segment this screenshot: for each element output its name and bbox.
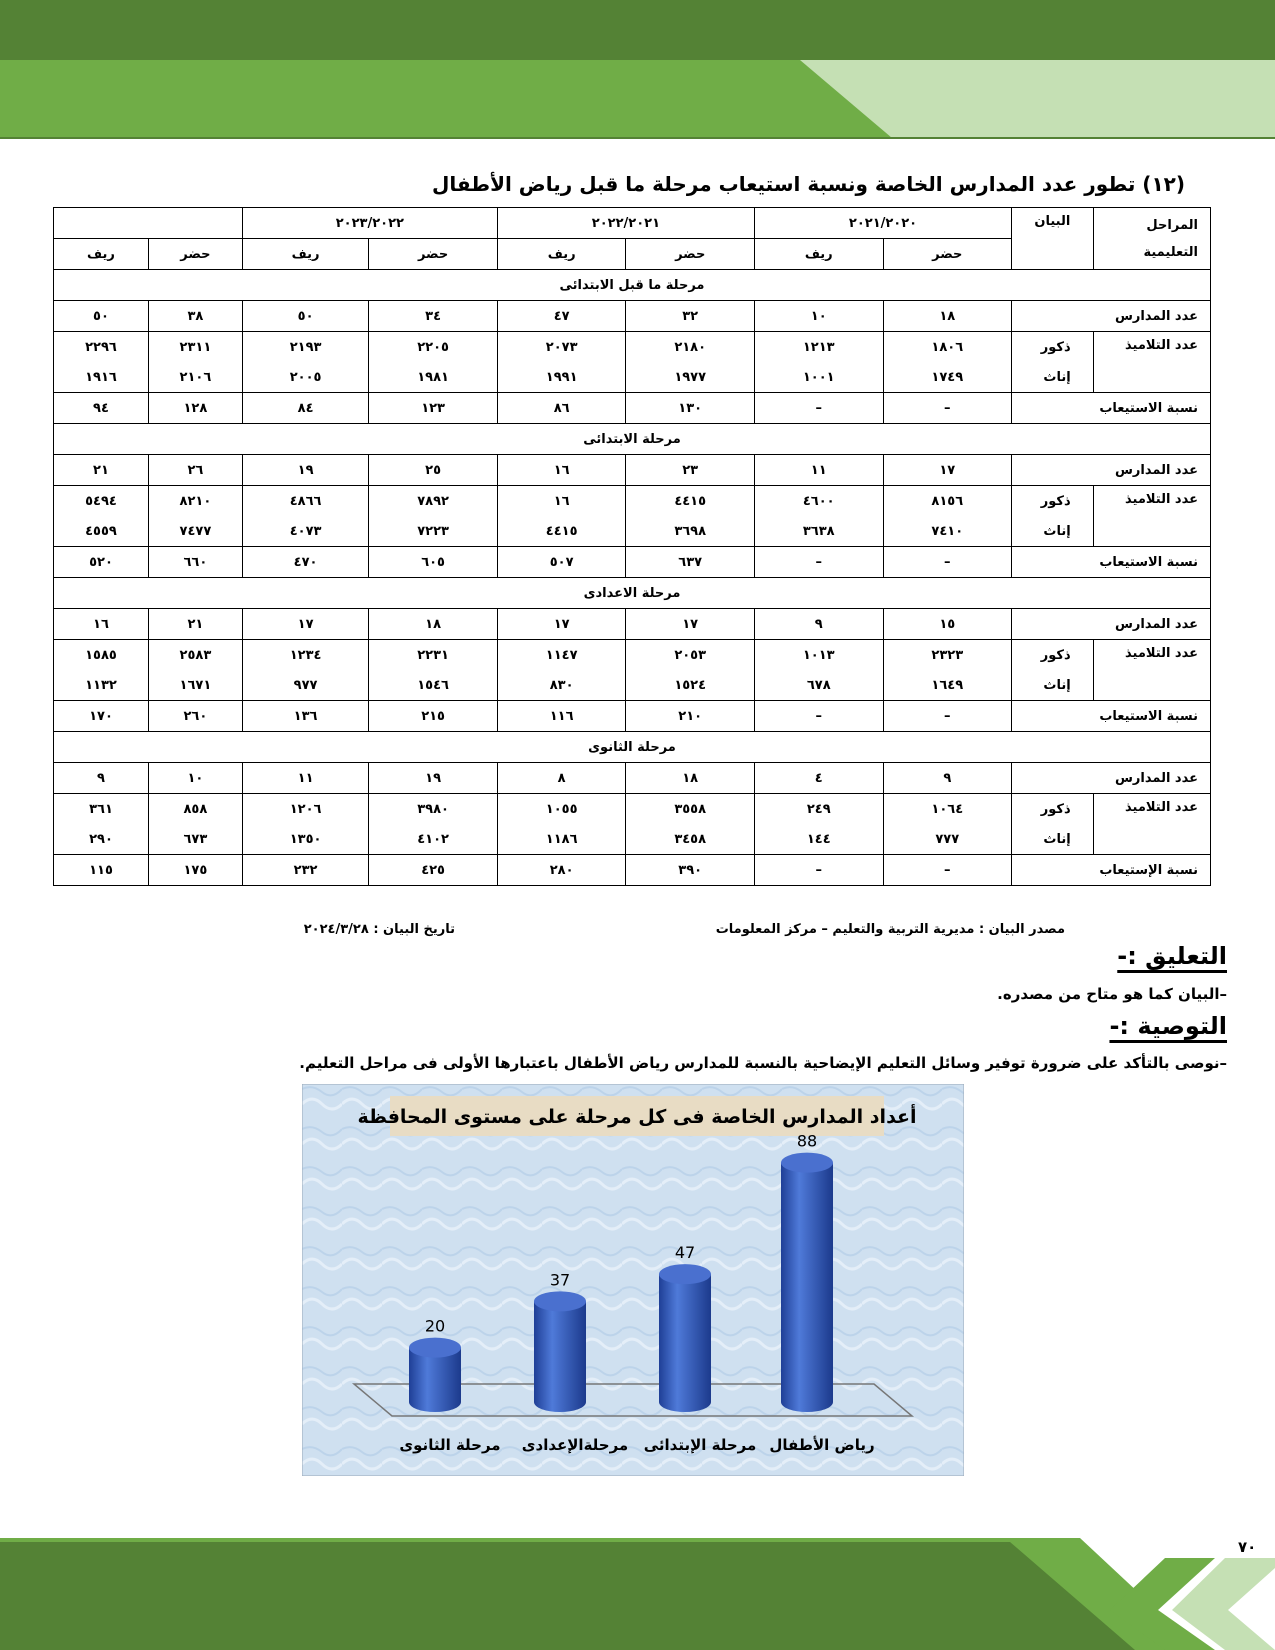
category-label: مرحلةالإعدادى [521,1436,629,1454]
schools-value: ٥٠ [242,301,369,332]
schools-value: ١٧ [497,609,626,640]
schools-value: ٢١ [54,455,149,486]
comment-heading: التعليق :- [1117,942,1227,970]
students-label: عدد التلاميذ [1093,640,1210,701]
schools-value: ٢١ [148,609,242,640]
bar-value-label: 20 [424,1316,446,1336]
category-label: مرحلة الإبتدائى [643,1436,757,1454]
absorption-label: نسبة الاستيعاب [1012,701,1211,732]
schools-value: ١٧ [883,455,1012,486]
male-value: ٢٠٧٣ [497,332,626,363]
bar-cap [409,1338,461,1358]
bar-cap [534,1291,586,1311]
absorption-value: – [754,393,883,424]
female-value: ١٧٤٩ [883,362,1012,393]
male-value: ٢٢٠٥ [369,332,498,363]
female-value: ٧٢٢٣ [369,516,498,547]
female-value: ١٩١٦ [54,362,149,393]
bar-value-label: 37 [549,1270,571,1290]
schools-value: ٥٠ [54,301,149,332]
female-value: ١٠٠١ [754,362,883,393]
schools-value: ٩ [754,609,883,640]
year-header [54,208,243,239]
source-note: مصدر البيان : مديرية التربية والتعليم – مركز المعلومات [715,922,1065,937]
students-label: عدد التلاميذ [1093,486,1210,547]
header-item-cell: البيان [1012,208,1094,270]
bar-chart [302,1084,964,1476]
male-value: ٨١٥٦ [883,486,1012,517]
rural-header: ريف [497,239,626,270]
male-label: ذكور [1012,640,1094,671]
schools-label: عدد المدارس [1012,455,1211,486]
absorption-value: ٨٦ [497,393,626,424]
date-note: تاريخ البيان : ٢٠٢٤/٣/٢٨ [303,922,455,937]
female-label: إناث [1012,824,1094,855]
female-value: ١٩٨١ [369,362,498,393]
header-stage-label: المراحل [1146,217,1198,233]
male-value: ١٢١٣ [754,332,883,363]
male-value: ٢٣١١ [148,332,242,363]
female-value: ٢١٠٦ [148,362,242,393]
male-value: ١٥٨٥ [54,640,149,671]
absorption-value: ٢١٠ [626,701,755,732]
absorption-value: ٨٤ [242,393,369,424]
male-value: ٢٤٩ [754,794,883,825]
section-heading: مرحلة الاعدادى [54,578,1211,609]
absorption-value: ١٧٠ [54,701,149,732]
female-value: ٢٠٠٥ [242,362,369,393]
urban-header: حضر [369,239,498,270]
urban-header: حضر [148,239,242,270]
female-value: ٣٦٩٨ [626,516,755,547]
female-label: إناث [1012,670,1094,701]
absorption-value: ٤٧٠ [242,547,369,578]
absorption-value: – [883,547,1012,578]
category-label: رياض الأطفال [769,1436,875,1454]
male-label: ذكور [1012,486,1094,517]
female-value: ١٩٧٧ [626,362,755,393]
male-value: ٨٢١٠ [148,486,242,517]
section-heading: مرحلة الابتدائى [54,424,1211,455]
female-value: ٣٤٥٨ [626,824,755,855]
male-value: ٤٤١٥ [626,486,755,517]
male-value: ٢٢٣١ [369,640,498,671]
male-label: ذكور [1012,794,1094,825]
female-value: ٤٤١٥ [497,516,626,547]
schools-value: ١٦ [497,455,626,486]
absorption-value: ٣٩٠ [626,855,755,886]
male-value: ٧٨٩٢ [369,486,498,517]
male-value: ١٠١٣ [754,640,883,671]
schools-value: ٤ [754,763,883,794]
absorption-value: ٦٦٠ [148,547,242,578]
schools-value: ٢٣ [626,455,755,486]
absorption-value: ١٢٨ [148,393,242,424]
section-heading: مرحلة الثانوى [54,732,1211,763]
female-value: ٨٣٠ [497,670,626,701]
female-label: إناث [1012,516,1094,547]
schools-label: عدد المدارس [1012,301,1211,332]
schools-value: ١٩ [369,763,498,794]
male-value: ١٠٦٤ [883,794,1012,825]
absorption-value: ٢١٥ [369,701,498,732]
bar [781,1163,833,1412]
schools-value: ٢٥ [369,455,498,486]
rural-header: ريف [242,239,369,270]
absorption-value: ٢٨٠ [497,855,626,886]
bar-cap [659,1264,711,1284]
section-heading: مرحلة ما قبل الابتدائى [54,270,1211,301]
schools-value: ٤٧ [497,301,626,332]
rural-header: ريف [754,239,883,270]
schools-value: ١١ [242,763,369,794]
female-value: ١٩٩١ [497,362,626,393]
absorption-value: ٦٠٥ [369,547,498,578]
schools-value: ٣٨ [148,301,242,332]
year-header: ٢٠٢١/٢٠٢٠ [754,208,1011,239]
chart-title: أعداد المدارس الخاصة فى كل مرحلة على مستوى المحافظة [357,1106,917,1128]
absorption-value: ١٧٥ [148,855,242,886]
male-value: ٤٦٠٠ [754,486,883,517]
female-value: ٦٧٣ [148,824,242,855]
absorption-value: – [754,855,883,886]
male-value: ٨٥٨ [148,794,242,825]
students-label: عدد التلاميذ [1093,794,1210,855]
absorption-value: ١٣٦ [242,701,369,732]
category-label: مرحلة الثانوى [399,1436,501,1454]
schools-value: ١٠ [148,763,242,794]
schools-value: ١٧ [626,609,755,640]
bar [659,1274,711,1412]
absorption-value: ١٢٣ [369,393,498,424]
female-value: ١٥٤٦ [369,670,498,701]
male-value: ٢١٨٠ [626,332,755,363]
absorption-value: ١١٥ [54,855,149,886]
absorption-label: نسبة الاستيعاب [1012,547,1211,578]
male-value: ٢٥٨٣ [148,640,242,671]
urban-header: حضر [626,239,755,270]
header-stage-label-2: التعليمية [1143,244,1198,260]
female-value: ٧٤١٠ [883,516,1012,547]
absorption-value: ٢٣٢ [242,855,369,886]
absorption-value: – [883,701,1012,732]
schools-value: ٨ [497,763,626,794]
header-stage-cell [1093,208,1210,270]
page-title: (١٢) تطور عدد المدارس الخاصة ونسبة استيعاب مرحلة ما قبل رياض الأطفال [431,172,1185,196]
female-value: ٤١٠٢ [369,824,498,855]
header-banner [0,0,1275,140]
male-value: ٣٥٥٨ [626,794,755,825]
schools-value: ٩ [54,763,149,794]
female-value: ١٥٢٤ [626,670,755,701]
absorption-value: – [883,855,1012,886]
male-value: ١١٤٧ [497,640,626,671]
male-value: ٣٩٨٠ [369,794,498,825]
schools-value: ١٧ [242,609,369,640]
schools-value: ١٩ [242,455,369,486]
male-value: ١٠٥٥ [497,794,626,825]
bar-value-label: 88 [796,1131,818,1151]
bar [534,1301,586,1412]
schools-value: ٣٤ [369,301,498,332]
absorption-value: – [754,547,883,578]
absorption-value: ٥٢٠ [54,547,149,578]
female-value: ١١٣٢ [54,670,149,701]
male-value: ١٦ [497,486,626,517]
female-value: ٦٧٨ [754,670,883,701]
female-label: إناث [1012,362,1094,393]
male-value: ١٢٠٦ [242,794,369,825]
female-value: ١٣٥٠ [242,824,369,855]
male-value: ٢٠٥٣ [626,640,755,671]
male-value: ٣٦١ [54,794,149,825]
male-label: ذكور [1012,332,1094,363]
female-value: ٧٧٧ [883,824,1012,855]
female-value: ١٤٤ [754,824,883,855]
female-value: ٩٧٧ [242,670,369,701]
female-value: ١١٨٦ [497,824,626,855]
schools-value: ١٨ [369,609,498,640]
absorption-value: ٢٦٠ [148,701,242,732]
female-value: ٤٠٧٣ [242,516,369,547]
recommendation-text: –نوصى بالتأكد على ضرورة توفير وسائل التعليم الإيضاحية بالنسبة للمدارس رياض الأطفال باعتبارها الأولى فى مراحل التعليم. [299,1054,1227,1072]
female-value: ١٦٤٩ [883,670,1012,701]
students-label: عدد التلاميذ [1093,332,1210,393]
absorption-value: ٩٤ [54,393,149,424]
schools-value: ١١ [754,455,883,486]
absorption-value: – [883,393,1012,424]
male-value: ١٨٠٦ [883,332,1012,363]
schools-value: ٢٦ [148,455,242,486]
male-value: ١٢٣٤ [242,640,369,671]
year-header: ٢٠٢٢/٢٠٢١ [497,208,754,239]
data-table [53,207,1211,886]
female-value: ٧٤٧٧ [148,516,242,547]
male-value: ٢٢٩٦ [54,332,149,363]
schools-value: ١٨ [626,763,755,794]
bar-cap [781,1153,833,1173]
absorption-value: ٤٢٥ [369,855,498,886]
absorption-value: ٦٣٧ [626,547,755,578]
absorption-value: ١٣٠ [626,393,755,424]
rural-header: ريف [54,239,149,270]
recommendation-heading: التوصية :- [1109,1012,1227,1040]
male-value: ٤٨٦٦ [242,486,369,517]
absorption-value: ١١٦ [497,701,626,732]
absorption-label: نسبة الاستيعاب [1012,393,1211,424]
schools-label: عدد المدارس [1012,609,1211,640]
footer-banner [0,1538,1275,1650]
schools-label: عدد المدارس [1012,763,1211,794]
comment-text: –البيان كما هو متاح من مصدره. [997,985,1227,1003]
year-header: ٢٠٢٣/٢٠٢٢ [242,208,497,239]
page-number: ٧٠ [1238,1538,1257,1556]
absorption-value: – [754,701,883,732]
male-value: ٢١٩٣ [242,332,369,363]
female-value: ٣٦٣٨ [754,516,883,547]
bar-value-label: 47 [674,1243,696,1263]
absorption-label: نسبة الإستيعاب [1012,855,1211,886]
male-value: ٥٤٩٤ [54,486,149,517]
schools-value: ١٥ [883,609,1012,640]
female-value: ١٦٧١ [148,670,242,701]
schools-value: ١٨ [883,301,1012,332]
absorption-value: ٥٠٧ [497,547,626,578]
schools-value: ١٠ [754,301,883,332]
female-value: ٤٥٥٩ [54,516,149,547]
schools-value: ١٦ [54,609,149,640]
urban-header: حضر [883,239,1012,270]
male-value: ٢٣٢٣ [883,640,1012,671]
female-value: ٢٩٠ [54,824,149,855]
schools-value: ٣٢ [626,301,755,332]
schools-value: ٩ [883,763,1012,794]
chart-background [302,1084,964,1476]
